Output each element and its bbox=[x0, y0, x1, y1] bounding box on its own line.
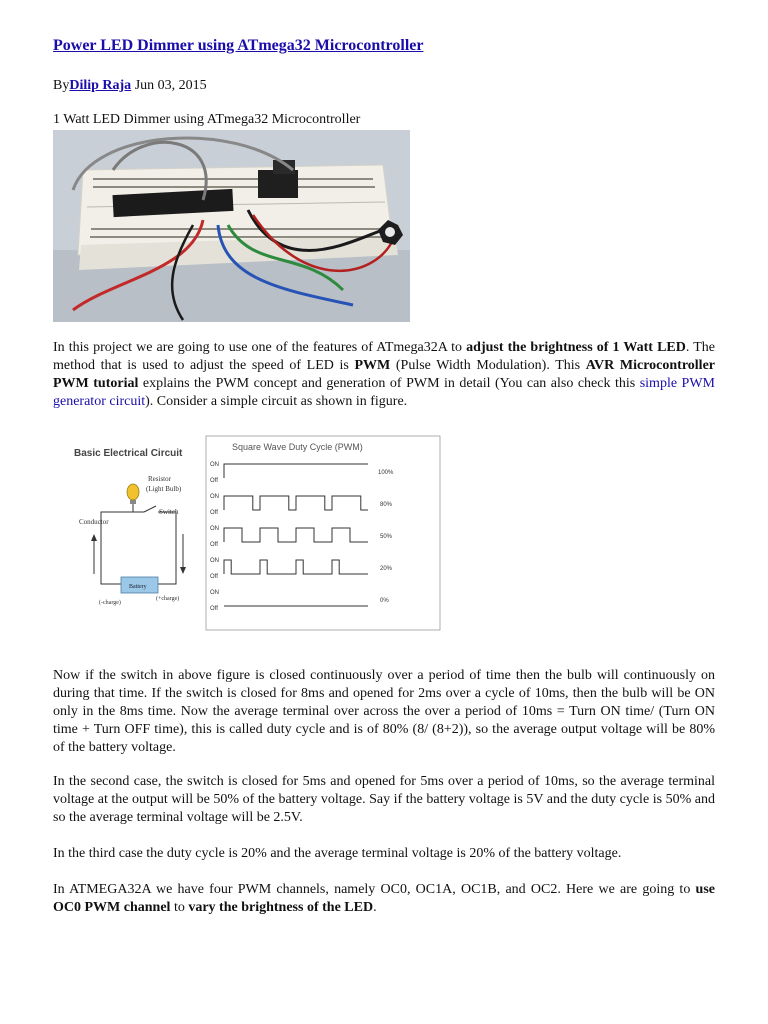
paragraph-third-case: In the third case the duty cycle is 20% and the average terminal voltage is 20% of the battery voltage. bbox=[53, 846, 622, 861]
off-label: Off bbox=[210, 478, 218, 484]
article-title-link[interactable]: Power LED Dimmer using ATmega32 Microcontroller bbox=[53, 37, 424, 54]
intro-text-3: (Pulse Width Modulation). This bbox=[390, 358, 586, 373]
duty-label: 0% bbox=[380, 598, 389, 604]
byline bbox=[53, 78, 207, 94]
resistor-label: Resistor bbox=[148, 475, 171, 483]
by-prefix: By bbox=[53, 78, 70, 93]
pwm-generator-link[interactable]: simple PWM generator circuit bbox=[53, 376, 715, 409]
pwm-figure bbox=[66, 434, 442, 632]
channels-text-3: . bbox=[373, 900, 377, 915]
bulb-label: (Light Bulb) bbox=[146, 485, 182, 493]
intro-bold-tutorial: AVR Microcontroller PWM tutorial bbox=[53, 358, 716, 391]
pos-charge-label: (+charge) bbox=[156, 596, 180, 602]
battery-label: Battery bbox=[129, 584, 147, 590]
photo-caption: 1 Watt LED Dimmer using ATmega32 Microcontroller bbox=[53, 112, 361, 127]
on-label: ON bbox=[210, 462, 219, 468]
on-label: ON bbox=[210, 526, 219, 532]
intro-text-2: . The method that is used to adjust the speed of LED is bbox=[53, 340, 715, 373]
duty-label: 50% bbox=[380, 534, 393, 540]
duty-label: 80% bbox=[380, 502, 393, 508]
circuit-title: Basic Electrical Circuit bbox=[74, 448, 183, 459]
duty-label: 20% bbox=[380, 566, 393, 572]
off-label: Off bbox=[210, 574, 218, 580]
duty-label: 100% bbox=[378, 470, 394, 476]
bulb-icon bbox=[127, 484, 139, 500]
on-label: ON bbox=[210, 558, 219, 564]
on-label: ON bbox=[210, 494, 219, 500]
breadboard-photo bbox=[53, 130, 410, 322]
intro-paragraph bbox=[53, 339, 715, 411]
waveform-title: Square Wave Duty Cycle (PWM) bbox=[232, 442, 363, 452]
off-label: Off bbox=[210, 542, 218, 548]
intro-text-5: ). Consider a simple circuit as shown in figure. bbox=[145, 394, 408, 409]
intro-bold-1: adjust the brightness of 1 Watt LED bbox=[466, 340, 686, 355]
channels-text-2: to bbox=[170, 900, 189, 915]
paragraph-duty-cycle: Now if the switch in above figure is closed continuously over a period of time then the bulb will continuously on during that time. If the switch is closed for 8ms and opened for 2ms over a cycle of 10ms, then the bulb will be ON only in the 8ms time. Now the average terminal over across the over a period of 10ms = Turn ON time/ (Turn ON time + Turn OFF time), this is called duty cycle and is of 80% (8/ (8+2)), so the average output voltage will be 80% of the battery voltage. bbox=[53, 668, 715, 755]
channels-bold-2: vary the brightness of the LED bbox=[188, 900, 374, 915]
paragraph-second-case: In the second case, the switch is closed for 5ms and opened for 5ms over a period of 10ms, so the average terminal voltage at the output will be 50% of the battery voltage. Say if the battery voltage is 5V and the duty cycle is 50% and so the average terminal voltage will be 2.5V. bbox=[53, 774, 715, 825]
off-label: Off bbox=[210, 606, 218, 612]
conductor-label: Conductor bbox=[79, 518, 109, 526]
intro-text-1: In this project we are going to use one of the features of ATmega32A to bbox=[53, 340, 467, 355]
author-link[interactable]: Dilip Raja bbox=[69, 78, 132, 93]
channels-bold-1: use OC0 PWM channel bbox=[53, 882, 715, 915]
neg-charge-label: (-charge) bbox=[99, 600, 121, 606]
intro-text-4: explains the PWM concept and generation of PWM in detail (You can also check this bbox=[138, 376, 640, 391]
paragraph-channels bbox=[53, 881, 715, 917]
off-label: Off bbox=[210, 510, 218, 516]
on-label: ON bbox=[210, 590, 219, 596]
publish-date: Jun 03, 2015 bbox=[131, 78, 207, 93]
switch-icon bbox=[144, 506, 156, 512]
channels-text-1: In ATMEGA32A we have four PWM channels, namely OC0, OC1A, OC1B, and OC2. Here we are going to bbox=[53, 882, 696, 897]
intro-bold-pwm: PWM bbox=[354, 358, 391, 373]
switch-label: Switch bbox=[159, 508, 179, 516]
